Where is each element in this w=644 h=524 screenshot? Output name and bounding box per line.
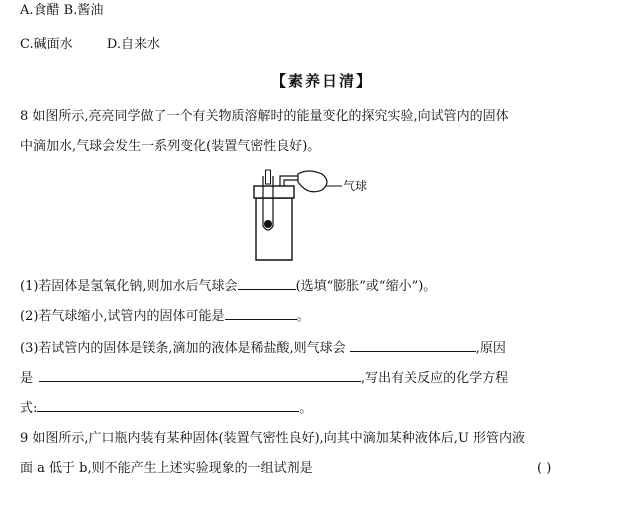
option-c: C.碱面水 xyxy=(20,37,73,52)
q9-answer-paren[interactable]: ( ) xyxy=(537,461,552,476)
answer-blank-2[interactable] xyxy=(225,306,297,320)
answer-blank-1[interactable] xyxy=(238,276,296,290)
prev-options-row-1: A.食醋 B.酱油 xyxy=(20,3,104,18)
section-title: 【素养日清】 xyxy=(270,72,373,90)
q9-stem-line-2: 面 a 低于 b,则不能产生上述实验现象的一组试剂是 xyxy=(20,461,313,476)
q8-part-3-line-3 xyxy=(20,398,312,418)
q8-part-3-shi-colon: 式: xyxy=(20,401,38,416)
q8-part-3-line-2 xyxy=(20,368,508,388)
q8-apparatus-figure xyxy=(236,168,386,268)
answer-blank-3[interactable] xyxy=(350,338,476,352)
option-d: D.自来水 xyxy=(106,37,160,52)
answer-blank-4[interactable] xyxy=(39,368,361,382)
q8-part-3-reason-label: ,原因 xyxy=(475,341,506,356)
balloon-label: 气球 xyxy=(343,179,368,193)
q8-part-1 xyxy=(20,276,436,296)
q8-part-3-equation-label: ,写出有关反应的化学方程 xyxy=(361,371,509,386)
q8-part-2 xyxy=(20,306,310,326)
q8-part-3-line-1 xyxy=(20,338,506,358)
q8-part-2-suffix: 。 xyxy=(296,309,310,324)
q9-stem-line-1: 9 如图所示,广口瓶内装有某种固体(装置气密性良好),向其中滴加某种液体后,U 形管内液 xyxy=(20,431,526,446)
q8-part-1-text: (1)若固体是氢氧化钠,则加水后气球会 xyxy=(20,279,238,294)
q8-part-1-suffix: (选填“膨胀”或“缩小”)。 xyxy=(295,279,437,294)
flask-balloon-diagram xyxy=(236,168,386,268)
q8-stem-line-1: 8 如图所示,亮亮同学做了一个有关物质溶解时的能量变化的探究实验,向试管内的固体 xyxy=(20,109,509,124)
prev-options-row-2 xyxy=(20,36,160,54)
q8-stem-line-2: 中滴加水,气球会发生一系列变化(装置气密性良好)。 xyxy=(20,139,321,154)
q8-part-3-text: (3)若试管内的固体是镁条,滴加的液体是稀盐酸,则气球会 xyxy=(20,341,346,356)
q8-part-3-shi: 是 xyxy=(20,371,34,386)
answer-blank-5[interactable] xyxy=(37,398,299,412)
q8-part-3-period: 。 xyxy=(299,401,313,416)
q8-part-2-text: (2)若气球缩小,试管内的固体可能是 xyxy=(20,309,225,324)
